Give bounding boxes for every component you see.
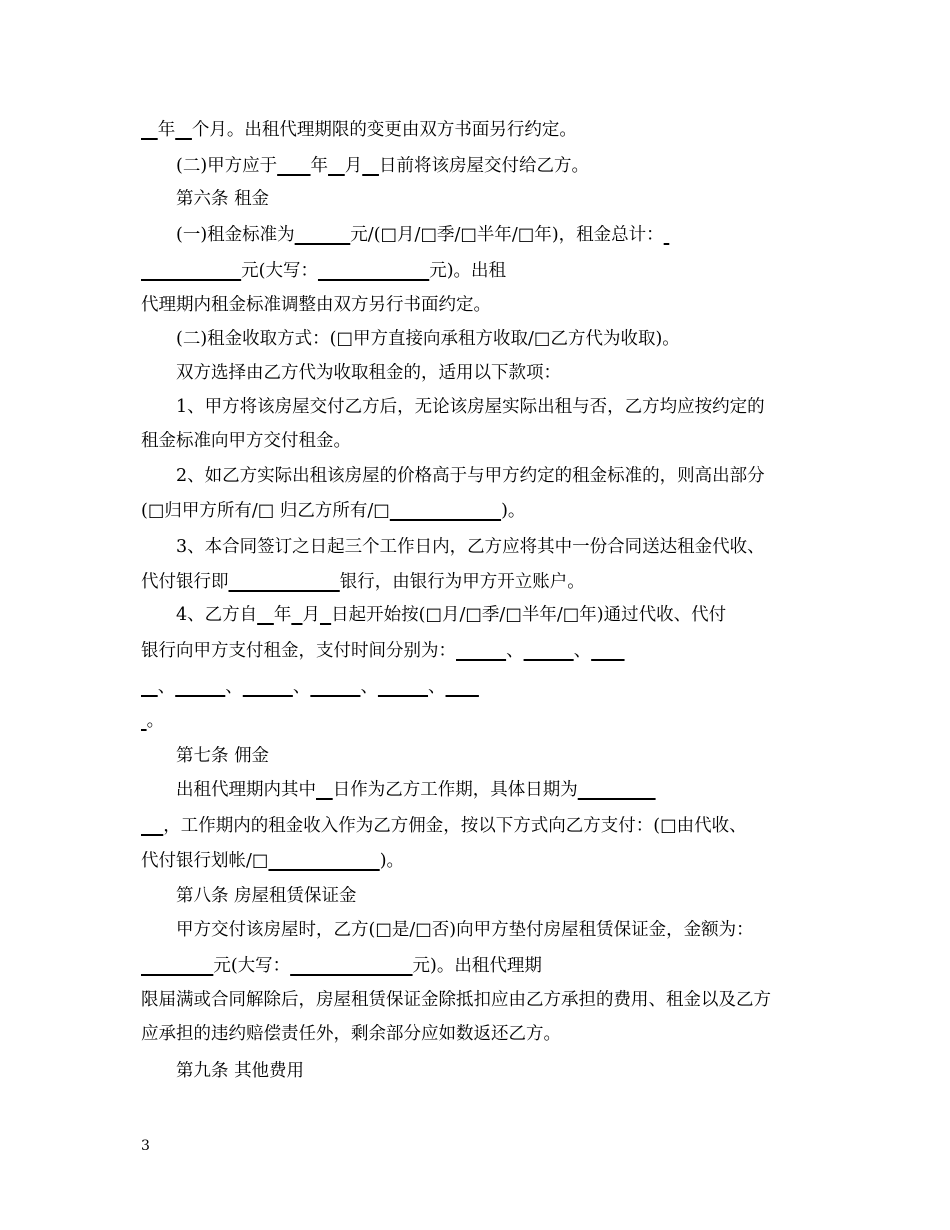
blank-fill xyxy=(664,225,670,245)
text-line: (二)甲方应于 年 月 日前将该房屋交付给乙方。 xyxy=(176,156,589,176)
blank-fill xyxy=(524,641,574,661)
text-line: (二)租金收取方式：(□甲方直接向承租方收取/□乙方代为收取)。 xyxy=(176,329,680,349)
blank-fill xyxy=(175,677,225,697)
text-line: 年 个月。出租代理期限的变更由双方书面另行约定。 xyxy=(141,117,821,143)
page-number: 3 xyxy=(141,1138,150,1154)
blank-fill xyxy=(141,816,163,836)
blank-fill xyxy=(320,605,331,625)
text-line: 、 、 、 、 、 xyxy=(141,674,821,700)
blank-fill xyxy=(318,261,429,281)
blank-fill xyxy=(243,677,293,697)
blank-fill xyxy=(175,120,192,140)
text-line: 1、甲方将该房屋交付乙方后，无论该房屋实际出租与否，乙方均应按约定的 xyxy=(176,397,765,417)
blank-fill xyxy=(141,956,213,976)
text-line: 代付银行即 银行，由银行为甲方开立账户。 xyxy=(141,572,585,592)
text-line: 限届满或合同解除后，房屋租赁保证金除抵扣应由乙方承担的费用、租金以及乙方 xyxy=(141,990,771,1010)
blank-fill xyxy=(446,677,479,697)
blank-fill xyxy=(456,641,506,661)
text-line: 3、本合同签订之日起三个工作日内，乙方应将其中一份合同送达租金代收、 xyxy=(176,537,765,557)
blank-fill xyxy=(141,261,241,281)
blank-fill xyxy=(229,572,340,592)
text-line: 元(大写： 元)。出租代理期 xyxy=(141,953,821,979)
blank-fill xyxy=(141,677,158,697)
blank-fill xyxy=(378,677,428,697)
text-line: 银行向甲方支付租金，支付时间分别为： 、 、 xyxy=(141,638,821,664)
text-line: ，工作期内的租金收入作为乙方佣金，按以下方式向乙方支付：(□由代收、 xyxy=(141,813,821,839)
text-line: 应承担的违约赔偿责任外，剩余部分应如数返还乙方。 xyxy=(141,1024,561,1044)
blank-fill xyxy=(295,225,351,245)
text-line: (一)租金标准为 元/(□月/□季/□半年/□年)，租金总计： xyxy=(176,222,821,248)
blank-fill xyxy=(141,120,158,140)
text-line: 租金标准向甲方交付租金。 xyxy=(141,431,351,451)
text-line: 4、乙方自 年 月 日起开始按(□月/□季/□半年/□年)通过代收、代付 xyxy=(176,605,727,625)
blank-fill xyxy=(591,641,624,661)
blank-fill xyxy=(390,501,501,521)
text-line: 双方选择由乙方代为收取租金的，适用以下款项： xyxy=(176,363,561,383)
text-line: 。 xyxy=(141,708,821,734)
blank-fill xyxy=(578,780,656,800)
text-line: 代付银行划帐/□ )。 xyxy=(141,851,405,871)
text-line: 甲方交付该房屋时，乙方(□是/□否)向甲方垫付房屋租赁保证金，金额为： xyxy=(176,920,754,940)
blank-fill xyxy=(362,156,379,176)
blank-fill xyxy=(141,711,147,731)
blank-fill xyxy=(290,956,412,976)
blank-fill xyxy=(277,156,310,176)
blank-fill xyxy=(257,605,274,625)
blank-fill xyxy=(316,780,333,800)
text-line: 代理期内租金标准调整由双方另行书面约定。 xyxy=(141,295,491,315)
blank-fill xyxy=(328,156,345,176)
blank-fill xyxy=(310,677,360,697)
text-line: 元(大写： 元)。出租 xyxy=(141,258,821,284)
text-line: 出租代理期内其中 日作为乙方工作期，具体日期为 xyxy=(176,777,821,803)
text-line: 2、如乙方实际出租该房屋的价格高于与甲方约定的租金标准的，则高出部分 xyxy=(176,466,765,486)
section-heading: 第九条 其他费用 xyxy=(176,1061,305,1081)
section-heading: 第七条 佣金 xyxy=(176,746,270,766)
section-heading: 第八条 房屋租赁保证金 xyxy=(176,886,357,906)
blank-fill xyxy=(268,851,379,871)
text-line: (□归甲方所有/□ 归乙方所有/□ )。 xyxy=(141,501,526,521)
section-heading: 第六条 租金 xyxy=(176,189,270,209)
blank-fill xyxy=(291,605,302,625)
